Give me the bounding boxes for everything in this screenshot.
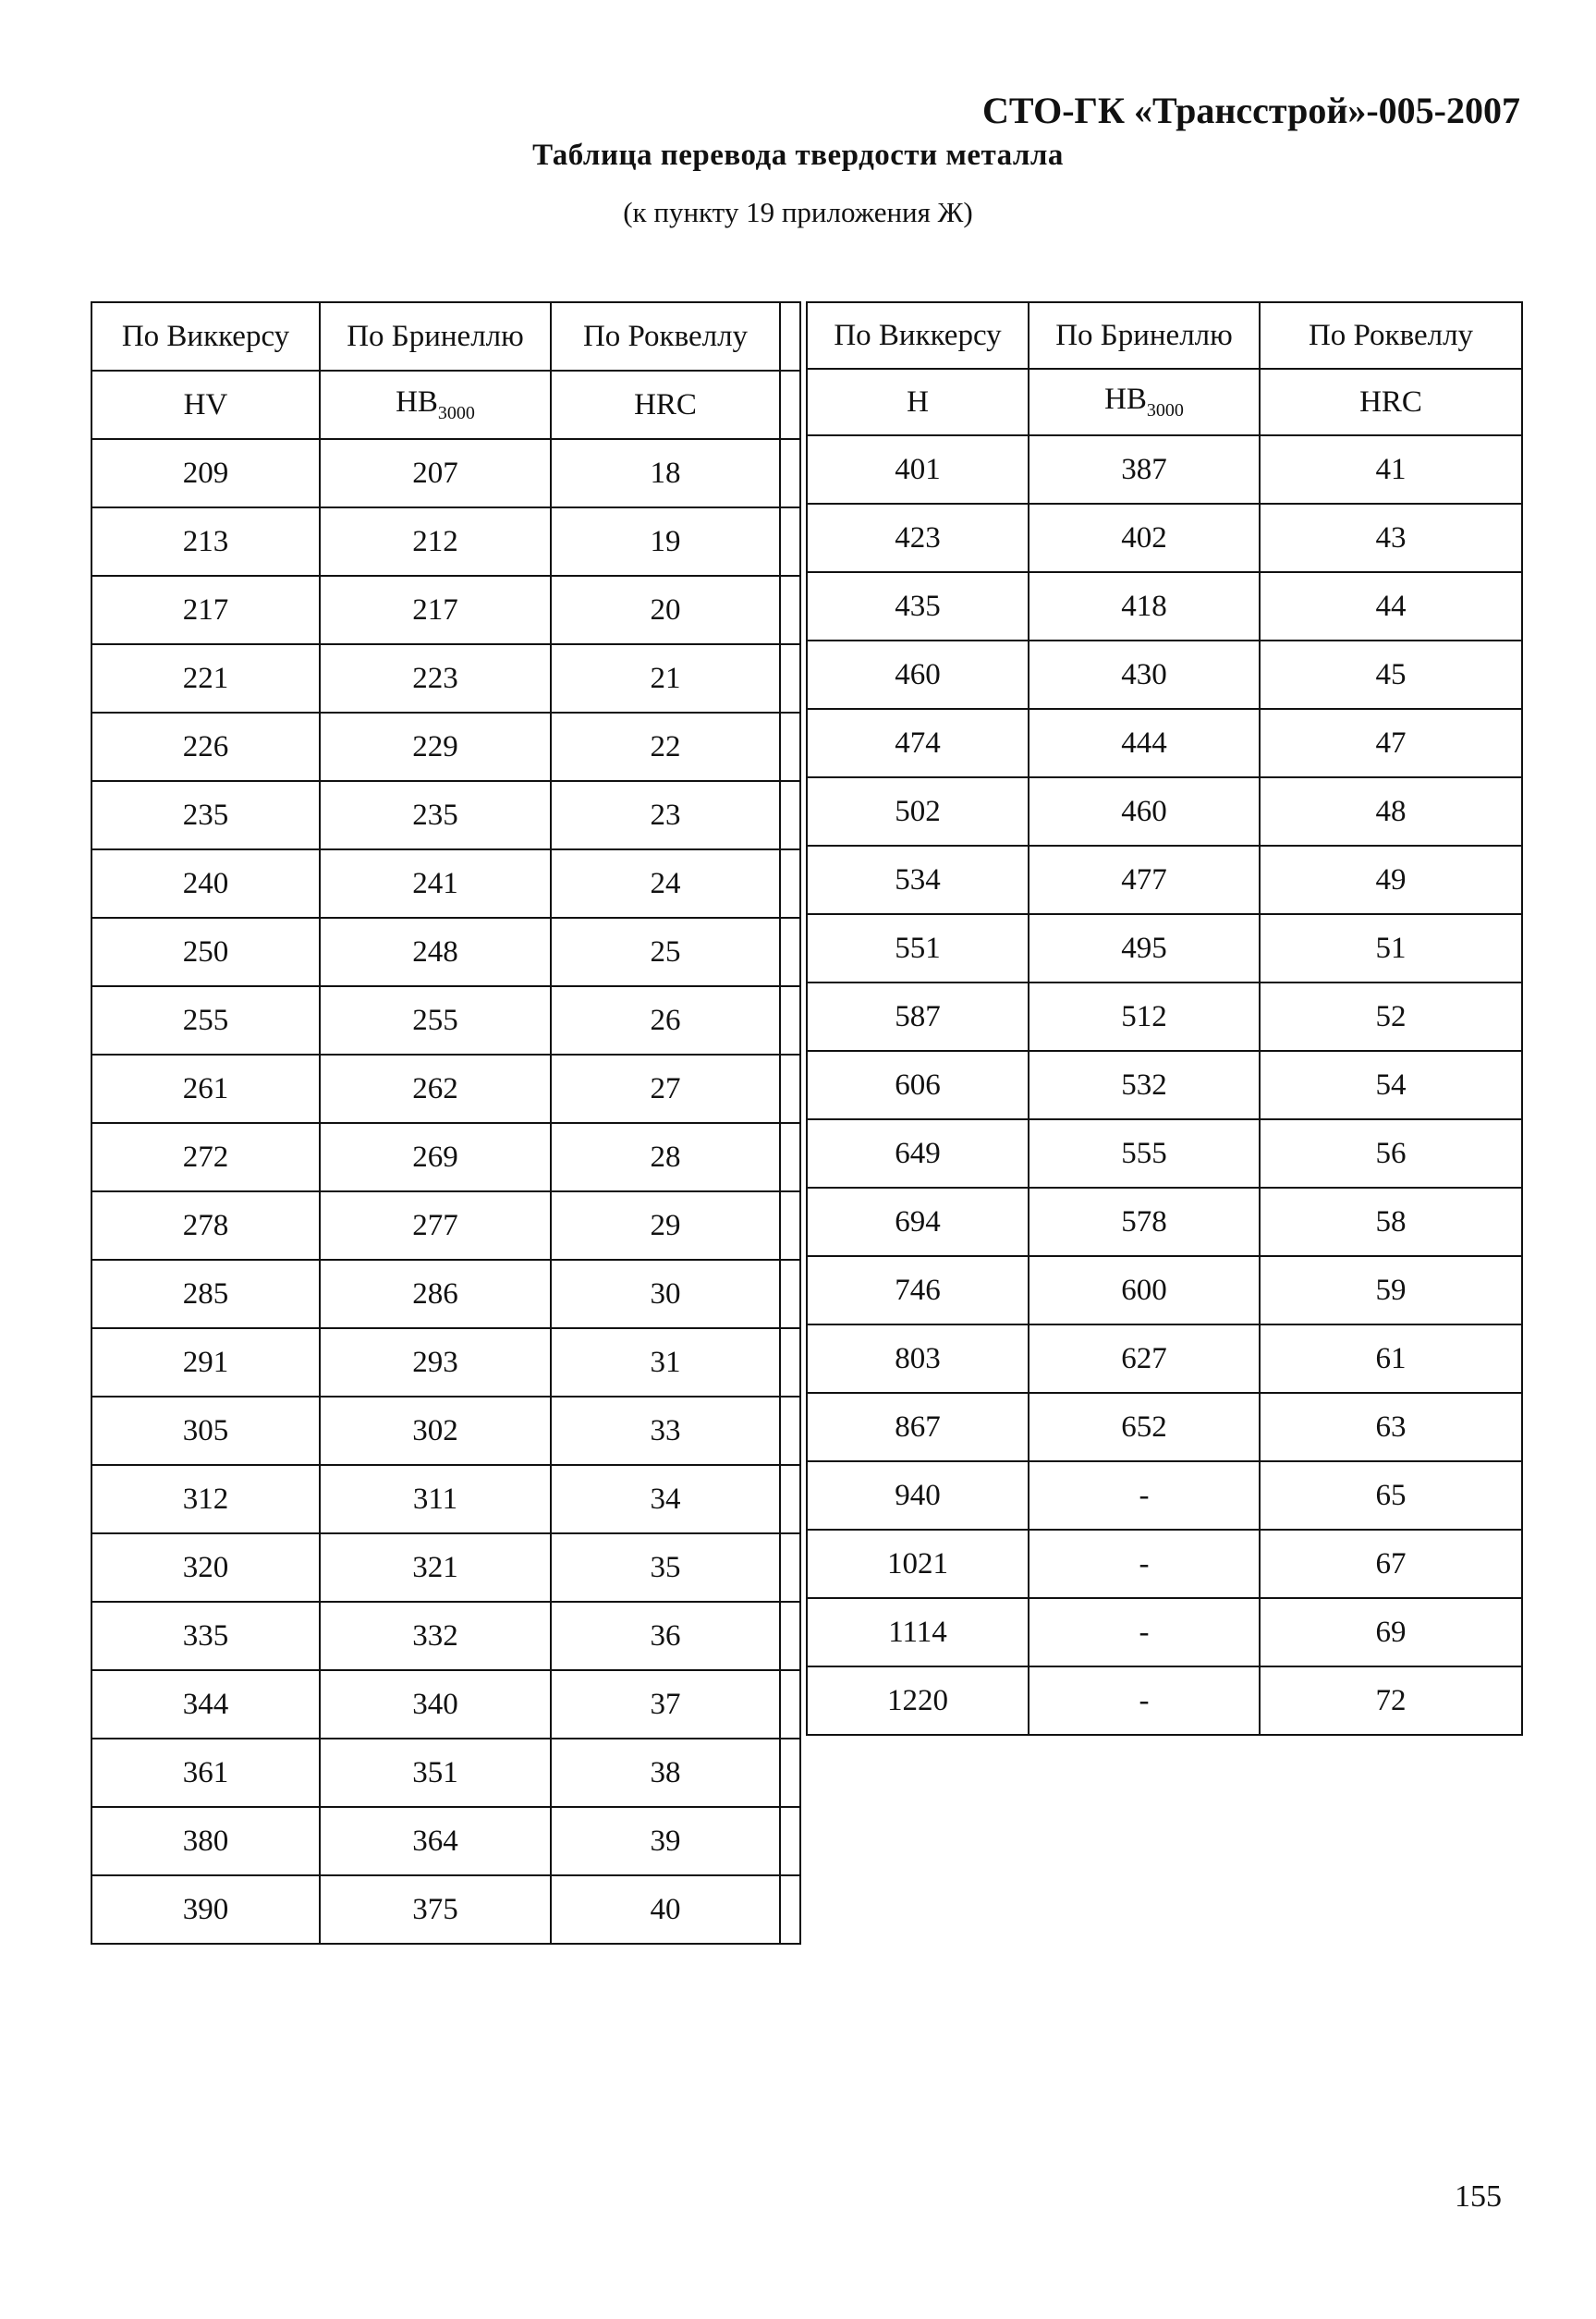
- cell-rockwell: 45: [1260, 641, 1522, 709]
- cell-vickers: 390: [91, 1875, 320, 1944]
- table-row: [91, 644, 800, 713]
- cell-rockwell: 39: [551, 1807, 780, 1875]
- cell-vickers: 320: [91, 1533, 320, 1602]
- table-row: [91, 781, 800, 849]
- cell-vickers: 344: [91, 1670, 320, 1739]
- cell-rockwell: 29: [551, 1191, 780, 1260]
- cell-vickers: 250: [91, 918, 320, 986]
- cell-brinell: 311: [320, 1465, 551, 1533]
- cell-rockwell: 69: [1260, 1598, 1522, 1666]
- cell-vickers: 291: [91, 1328, 320, 1397]
- units-row: [807, 369, 1522, 435]
- cell-brinell: 627: [1029, 1324, 1260, 1393]
- cell-vickers: 423: [807, 504, 1029, 572]
- cell-brinell: 293: [320, 1328, 551, 1397]
- unit-subscript: 3000: [437, 403, 475, 423]
- cell-vickers: 213: [91, 507, 320, 576]
- cell-vickers: 474: [807, 709, 1029, 777]
- cell-vickers: 380: [91, 1807, 320, 1875]
- cell-rockwell: 21: [551, 644, 780, 713]
- table-row: [91, 1875, 800, 1944]
- cell-vickers: 694: [807, 1188, 1029, 1256]
- cell-vickers: 1021: [807, 1530, 1029, 1598]
- table-row: [807, 709, 1522, 777]
- cell-vickers: 803: [807, 1324, 1029, 1393]
- table-row: [807, 1256, 1522, 1324]
- table-row: [91, 1807, 800, 1875]
- column-header-rockwell: По Роквеллу: [1260, 302, 1522, 369]
- cell-rockwell: 19: [551, 507, 780, 576]
- cell-brinell: 364: [320, 1807, 551, 1875]
- cell-brinell: 555: [1029, 1119, 1260, 1188]
- cell-brinell: -: [1029, 1598, 1260, 1666]
- table-row: [807, 435, 1522, 504]
- table-row: [91, 986, 800, 1055]
- separator-cell: [780, 986, 800, 1055]
- cell-vickers: 272: [91, 1123, 320, 1191]
- table-row: [807, 1666, 1522, 1735]
- cell-vickers: 551: [807, 914, 1029, 983]
- unit-rockwell: [1260, 369, 1522, 435]
- cell-vickers: 587: [807, 983, 1029, 1051]
- cell-rockwell: 37: [551, 1670, 780, 1739]
- table-row: [91, 1123, 800, 1191]
- cell-brinell: 277: [320, 1191, 551, 1260]
- separator-cell: [780, 576, 800, 644]
- table-row: [91, 1191, 800, 1260]
- table-row: [807, 641, 1522, 709]
- separator-cell: [780, 918, 800, 986]
- separator-cell: [780, 1739, 800, 1807]
- cell-brinell: 387: [1029, 435, 1260, 504]
- separator-cell: [780, 644, 800, 713]
- cell-brinell: -: [1029, 1530, 1260, 1598]
- unit-brinell: [320, 371, 551, 439]
- cell-brinell: 248: [320, 918, 551, 986]
- cell-brinell: 262: [320, 1055, 551, 1123]
- units-row: [91, 371, 800, 439]
- cell-brinell: 402: [1029, 504, 1260, 572]
- cell-rockwell: 58: [1260, 1188, 1522, 1256]
- cell-brinell: -: [1029, 1461, 1260, 1530]
- separator-cell: [780, 1055, 800, 1123]
- table-row: [807, 1051, 1522, 1119]
- header-row: [807, 302, 1522, 369]
- cell-vickers: 940: [807, 1461, 1029, 1530]
- separator-cell: [780, 1807, 800, 1875]
- left-hardness-table: [91, 301, 801, 1945]
- table-row: [807, 1324, 1522, 1393]
- cell-rockwell: 36: [551, 1602, 780, 1670]
- document-code: СТО-ГК «Трансстрой»-005-2007: [982, 90, 1520, 131]
- cell-vickers: 435: [807, 572, 1029, 641]
- cell-vickers: 361: [91, 1739, 320, 1807]
- table-row: [807, 777, 1522, 846]
- unit-subscript: 3000: [1146, 400, 1184, 421]
- cell-rockwell: 38: [551, 1739, 780, 1807]
- cell-brinell: 532: [1029, 1051, 1260, 1119]
- separator-cell: [780, 781, 800, 849]
- table-row: [91, 713, 800, 781]
- right-hardness-table: [806, 301, 1523, 1736]
- cell-vickers: 460: [807, 641, 1029, 709]
- cell-vickers: 209: [91, 439, 320, 507]
- cell-rockwell: 33: [551, 1397, 780, 1465]
- cell-vickers: 240: [91, 849, 320, 918]
- cell-vickers: 401: [807, 435, 1029, 504]
- header-row: [91, 302, 800, 371]
- cell-vickers: 217: [91, 576, 320, 644]
- cell-rockwell: 24: [551, 849, 780, 918]
- cell-brinell: 269: [320, 1123, 551, 1191]
- cell-rockwell: 72: [1260, 1666, 1522, 1735]
- cell-rockwell: 52: [1260, 983, 1522, 1051]
- separator-cell: [780, 507, 800, 576]
- table-row: [91, 1260, 800, 1328]
- cell-vickers: 226: [91, 713, 320, 781]
- table-row: [91, 1739, 800, 1807]
- cell-brinell: 255: [320, 986, 551, 1055]
- cell-vickers: 502: [807, 777, 1029, 846]
- separator-cell: [780, 1875, 800, 1944]
- table-title: Таблица перевода твердости металла: [532, 139, 1064, 172]
- cell-vickers: 335: [91, 1602, 320, 1670]
- cell-vickers: 312: [91, 1465, 320, 1533]
- separator-cell: [780, 713, 800, 781]
- cell-vickers: 285: [91, 1260, 320, 1328]
- separator-cell: [780, 439, 800, 507]
- cell-brinell: 241: [320, 849, 551, 918]
- table-row: [91, 507, 800, 576]
- cell-brinell: 340: [320, 1670, 551, 1739]
- cell-rockwell: 48: [1260, 777, 1522, 846]
- cell-vickers: 305: [91, 1397, 320, 1465]
- cell-rockwell: 44: [1260, 572, 1522, 641]
- cell-rockwell: 26: [551, 986, 780, 1055]
- table-row: [91, 1602, 800, 1670]
- table-subtitle: (к пункту 19 приложения Ж): [623, 196, 973, 228]
- unit-brinell: [1029, 369, 1260, 435]
- cell-vickers: 255: [91, 986, 320, 1055]
- cell-rockwell: 67: [1260, 1530, 1522, 1598]
- cell-vickers: 606: [807, 1051, 1029, 1119]
- column-header-vickers: По Виккерсу: [91, 302, 320, 371]
- cell-brinell: 444: [1029, 709, 1260, 777]
- cell-rockwell: 34: [551, 1465, 780, 1533]
- table-row: [807, 914, 1522, 983]
- cell-rockwell: 23: [551, 781, 780, 849]
- table-row: [807, 846, 1522, 914]
- cell-brinell: 460: [1029, 777, 1260, 846]
- column-header-vickers: По Виккерсу: [807, 302, 1029, 369]
- table-row: [807, 504, 1522, 572]
- cell-rockwell: 56: [1260, 1119, 1522, 1188]
- separator-cell: [780, 1602, 800, 1670]
- table-row: [807, 1530, 1522, 1598]
- cell-brinell: 286: [320, 1260, 551, 1328]
- cell-brinell: 578: [1029, 1188, 1260, 1256]
- cell-vickers: 746: [807, 1256, 1029, 1324]
- cell-brinell: 600: [1029, 1256, 1260, 1324]
- cell-rockwell: 28: [551, 1123, 780, 1191]
- separator-cell: [780, 1123, 800, 1191]
- separator-cell: [780, 1533, 800, 1602]
- cell-brinell: 321: [320, 1533, 551, 1602]
- cell-vickers: 649: [807, 1119, 1029, 1188]
- table-row: [807, 1119, 1522, 1188]
- unit-symbol: HRC: [1359, 384, 1422, 419]
- cell-brinell: 495: [1029, 914, 1260, 983]
- cell-vickers: 1220: [807, 1666, 1029, 1735]
- cell-rockwell: 54: [1260, 1051, 1522, 1119]
- cell-rockwell: 51: [1260, 914, 1522, 983]
- separator-cell: [780, 302, 800, 371]
- cell-rockwell: 40: [551, 1875, 780, 1944]
- cell-rockwell: 43: [1260, 504, 1522, 572]
- unit-symbol: HRC: [634, 387, 697, 421]
- cell-brinell: -: [1029, 1666, 1260, 1735]
- cell-rockwell: 20: [551, 576, 780, 644]
- cell-brinell: 477: [1029, 846, 1260, 914]
- cell-rockwell: 22: [551, 713, 780, 781]
- cell-rockwell: 41: [1260, 435, 1522, 504]
- cell-brinell: 512: [1029, 983, 1260, 1051]
- unit-vickers: [807, 369, 1029, 435]
- cell-vickers: 867: [807, 1393, 1029, 1461]
- cell-rockwell: 35: [551, 1533, 780, 1602]
- table-row: [91, 576, 800, 644]
- table-row: [807, 1393, 1522, 1461]
- cell-rockwell: 63: [1260, 1393, 1522, 1461]
- cell-vickers: 1114: [807, 1598, 1029, 1666]
- table-row: [91, 1465, 800, 1533]
- cell-brinell: 217: [320, 576, 551, 644]
- cell-brinell: 418: [1029, 572, 1260, 641]
- cell-vickers: 235: [91, 781, 320, 849]
- table-row: [91, 1670, 800, 1739]
- table-row: [807, 1598, 1522, 1666]
- cell-rockwell: 25: [551, 918, 780, 986]
- cell-vickers: 534: [807, 846, 1029, 914]
- unit-symbol: HV: [183, 387, 228, 421]
- cell-brinell: 207: [320, 439, 551, 507]
- cell-brinell: 212: [320, 507, 551, 576]
- unit-symbol: HB: [396, 385, 438, 419]
- cell-brinell: 235: [320, 781, 551, 849]
- table-row: [807, 1461, 1522, 1530]
- cell-rockwell: 27: [551, 1055, 780, 1123]
- cell-vickers: 278: [91, 1191, 320, 1260]
- cell-brinell: 351: [320, 1739, 551, 1807]
- separator-cell: [780, 1670, 800, 1739]
- table-row: [91, 1533, 800, 1602]
- separator-cell: [780, 1397, 800, 1465]
- cell-rockwell: 47: [1260, 709, 1522, 777]
- separator-cell: [780, 1465, 800, 1533]
- table-row: [91, 1328, 800, 1397]
- unit-vickers: [91, 371, 320, 439]
- cell-rockwell: 59: [1260, 1256, 1522, 1324]
- column-header-brinell: По Бринеллю: [320, 302, 551, 371]
- cell-brinell: 302: [320, 1397, 551, 1465]
- separator-cell: [780, 1328, 800, 1397]
- table-row: [91, 1055, 800, 1123]
- cell-vickers: 261: [91, 1055, 320, 1123]
- unit-symbol: H: [907, 384, 929, 419]
- cell-brinell: 430: [1029, 641, 1260, 709]
- unit-symbol: HB: [1104, 383, 1147, 416]
- table-row: [91, 439, 800, 507]
- cell-rockwell: 61: [1260, 1324, 1522, 1393]
- cell-rockwell: 18: [551, 439, 780, 507]
- unit-rockwell: [551, 371, 780, 439]
- table-row: [91, 849, 800, 918]
- separator-cell: [780, 371, 800, 439]
- separator-cell: [780, 849, 800, 918]
- cell-rockwell: 31: [551, 1328, 780, 1397]
- cell-vickers: 221: [91, 644, 320, 713]
- separator-cell: [780, 1191, 800, 1260]
- cell-brinell: 332: [320, 1602, 551, 1670]
- cell-rockwell: 49: [1260, 846, 1522, 914]
- separator-cell: [780, 1260, 800, 1328]
- table-row: [807, 572, 1522, 641]
- table-row: [91, 1397, 800, 1465]
- cell-rockwell: 65: [1260, 1461, 1522, 1530]
- table-row: [91, 918, 800, 986]
- cell-brinell: 229: [320, 713, 551, 781]
- table-row: [807, 983, 1522, 1051]
- cell-brinell: 223: [320, 644, 551, 713]
- column-header-brinell: По Бринеллю: [1029, 302, 1260, 369]
- cell-rockwell: 30: [551, 1260, 780, 1328]
- column-header-rockwell: По Роквеллу: [551, 302, 780, 371]
- cell-brinell: 375: [320, 1875, 551, 1944]
- page-number: 155: [1455, 2179, 1502, 2214]
- table-row: [807, 1188, 1522, 1256]
- cell-brinell: 652: [1029, 1393, 1260, 1461]
